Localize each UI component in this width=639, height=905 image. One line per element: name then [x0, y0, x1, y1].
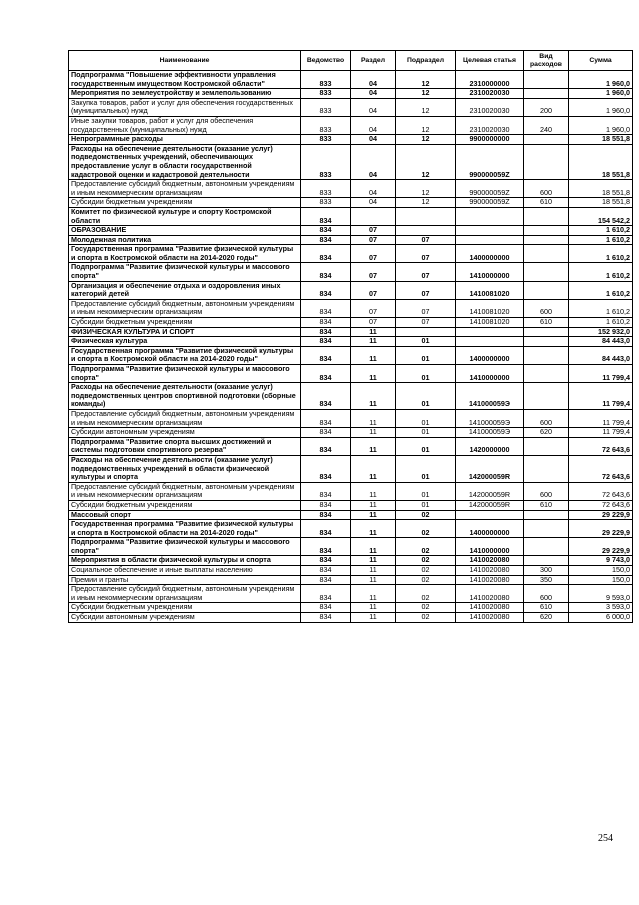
- cell-expense-type: [524, 365, 569, 383]
- cell-name: Государственная программа "Развитие физической культуры и спорта в Костромской области на 2014-2020 годы": [69, 346, 301, 364]
- cell-name: Молодежная политика: [69, 235, 301, 245]
- cell-subsection: 12: [396, 71, 456, 89]
- cell-target-article: 1400000000: [456, 245, 524, 263]
- cell-expense-type: [524, 520, 569, 538]
- cell-department: 833: [301, 135, 351, 145]
- cell-department: 834: [301, 281, 351, 299]
- cell-name: Расходы на обеспечение деятельности (оказание услуг) подведомственных учреждений, обеспечивающих предоставление услуг в области государственной кадастровой оценки и кадастровой деятельности: [69, 144, 301, 179]
- cell-section: 04: [351, 198, 396, 208]
- cell-target-article: [456, 235, 524, 245]
- cell-subsection: 01: [396, 455, 456, 482]
- cell-expense-type: [524, 556, 569, 566]
- cell-target-article: [456, 226, 524, 236]
- cell-amount: 150,0: [569, 575, 633, 585]
- cell-name: Массовый спорт: [69, 510, 301, 520]
- table-row: [69, 409, 633, 427]
- cell-department: 834: [301, 455, 351, 482]
- cell-subsection: [396, 327, 456, 337]
- cell-department: 834: [301, 318, 351, 328]
- cell-department: 834: [301, 613, 351, 623]
- cell-department: 834: [301, 566, 351, 576]
- cell-amount: 150,0: [569, 566, 633, 576]
- cell-section: 04: [351, 98, 396, 116]
- cell-name: Премии и гранты: [69, 575, 301, 585]
- cell-amount: 11 799,4: [569, 409, 633, 427]
- cell-amount: 1 610,2: [569, 235, 633, 245]
- cell-subsection: 07: [396, 263, 456, 281]
- cell-name: Подпрограмма "Повышение эффективности управления государственным имуществом Костромской области": [69, 71, 301, 89]
- cell-department: 834: [301, 383, 351, 410]
- cell-department: 833: [301, 144, 351, 179]
- cell-section: 11: [351, 428, 396, 438]
- page-number: 254: [598, 833, 613, 844]
- table-row: [69, 89, 633, 99]
- cell-subsection: 02: [396, 575, 456, 585]
- cell-expense-type: [524, 89, 569, 99]
- cell-name: Субсидии автономным учреждениям: [69, 613, 301, 623]
- table-row: [69, 281, 633, 299]
- budget-table: [68, 50, 633, 623]
- cell-subsection: 02: [396, 538, 456, 556]
- cell-subsection: [396, 207, 456, 225]
- table-row: [69, 556, 633, 566]
- cell-section: 11: [351, 346, 396, 364]
- cell-name: Государственная программа "Развитие физической культуры и спорта в Костромской области на 2014-2020 годы": [69, 520, 301, 538]
- table-row: [69, 337, 633, 347]
- cell-expense-type: [524, 538, 569, 556]
- cell-expense-type: [524, 144, 569, 179]
- cell-subsection: 02: [396, 520, 456, 538]
- cell-target-article: 1410081020: [456, 318, 524, 328]
- table-row: [69, 455, 633, 482]
- cell-department: 834: [301, 327, 351, 337]
- cell-section: 07: [351, 263, 396, 281]
- table-row: [69, 180, 633, 198]
- table-row: [69, 207, 633, 225]
- cell-expense-type: 600: [524, 180, 569, 198]
- cell-department: 833: [301, 89, 351, 99]
- cell-name: Предоставление субсидий бюджетным, автономным учреждениям и иным некоммерческим организациям: [69, 482, 301, 500]
- cell-target-article: [456, 337, 524, 347]
- cell-target-article: 1410000000: [456, 263, 524, 281]
- cell-department: 834: [301, 263, 351, 281]
- table-row: [69, 346, 633, 364]
- cell-expense-type: 240: [524, 116, 569, 134]
- cell-subsection: 07: [396, 245, 456, 263]
- cell-department: 834: [301, 365, 351, 383]
- cell-amount: 1 960,0: [569, 71, 633, 89]
- cell-amount: 1 960,0: [569, 98, 633, 116]
- cell-amount: 29 229,9: [569, 510, 633, 520]
- cell-subsection: 01: [396, 383, 456, 410]
- cell-target-article: 1400000000: [456, 346, 524, 364]
- cell-target-article: 1410000000: [456, 538, 524, 556]
- header-expense-type: Вид расходов: [524, 51, 569, 71]
- cell-section: 04: [351, 116, 396, 134]
- cell-amount: 1 610,2: [569, 299, 633, 317]
- cell-amount: 18 551,8: [569, 144, 633, 179]
- cell-amount: 1 610,2: [569, 226, 633, 236]
- cell-subsection: 12: [396, 116, 456, 134]
- cell-target-article: 1410081020: [456, 299, 524, 317]
- cell-target-article: 141000059Э: [456, 428, 524, 438]
- cell-department: 834: [301, 346, 351, 364]
- cell-target-article: 1400000000: [456, 520, 524, 538]
- cell-target-article: 1420000000: [456, 437, 524, 455]
- cell-department: 834: [301, 207, 351, 225]
- cell-expense-type: [524, 455, 569, 482]
- cell-department: 834: [301, 603, 351, 613]
- cell-department: 833: [301, 98, 351, 116]
- cell-subsection: 02: [396, 566, 456, 576]
- cell-department: 834: [301, 409, 351, 427]
- cell-expense-type: [524, 437, 569, 455]
- cell-name: Подпрограмма "Развитие физической культуры и массового спорта": [69, 263, 301, 281]
- cell-subsection: 01: [396, 437, 456, 455]
- cell-subsection: 01: [396, 346, 456, 364]
- cell-target-article: 1410020080: [456, 575, 524, 585]
- cell-section: 11: [351, 482, 396, 500]
- cell-department: 834: [301, 500, 351, 510]
- cell-name: Подпрограмма "Развитие физической культуры и массового спорта": [69, 538, 301, 556]
- cell-name: ФИЗИЧЕСКАЯ КУЛЬТУРА И СПОРТ: [69, 327, 301, 337]
- cell-expense-type: 610: [524, 500, 569, 510]
- cell-target-article: [456, 327, 524, 337]
- cell-section: 11: [351, 383, 396, 410]
- header-target-article: Целевая статья: [456, 51, 524, 71]
- cell-section: 11: [351, 585, 396, 603]
- cell-section: 04: [351, 89, 396, 99]
- cell-target-article: 2310020030: [456, 116, 524, 134]
- table-row: [69, 299, 633, 317]
- cell-target-article: 1410081020: [456, 281, 524, 299]
- cell-target-article: 142000059R: [456, 500, 524, 510]
- cell-amount: 18 551,8: [569, 180, 633, 198]
- table-row: [69, 198, 633, 208]
- cell-section: 07: [351, 281, 396, 299]
- header-section: Раздел: [351, 51, 396, 71]
- table-row: [69, 116, 633, 134]
- cell-department: 833: [301, 71, 351, 89]
- cell-name: Предоставление субсидий бюджетным, автономным учреждениям и иным некоммерческим организациям: [69, 180, 301, 198]
- cell-expense-type: [524, 346, 569, 364]
- cell-section: 07: [351, 299, 396, 317]
- cell-section: 11: [351, 510, 396, 520]
- cell-expense-type: [524, 235, 569, 245]
- cell-section: 11: [351, 538, 396, 556]
- cell-section: 11: [351, 500, 396, 510]
- cell-target-article: 990000059Z: [456, 180, 524, 198]
- table-row: [69, 98, 633, 116]
- cell-section: 11: [351, 337, 396, 347]
- cell-amount: 1 960,0: [569, 116, 633, 134]
- table-row: [69, 538, 633, 556]
- table-row: [69, 144, 633, 179]
- cell-expense-type: 610: [524, 198, 569, 208]
- cell-department: 834: [301, 482, 351, 500]
- cell-section: 11: [351, 556, 396, 566]
- cell-section: [351, 207, 396, 225]
- cell-section: 11: [351, 365, 396, 383]
- table-row: [69, 245, 633, 263]
- cell-subsection: 01: [396, 337, 456, 347]
- cell-target-article: 142000059R: [456, 455, 524, 482]
- table-row: [69, 500, 633, 510]
- cell-subsection: 01: [396, 500, 456, 510]
- cell-expense-type: [524, 337, 569, 347]
- cell-expense-type: [524, 245, 569, 263]
- cell-subsection: 12: [396, 144, 456, 179]
- cell-name: Расходы на обеспечение деятельности (оказание услуг) подведомственных центров спортивной подготовки (сборные команды): [69, 383, 301, 410]
- cell-expense-type: [524, 207, 569, 225]
- cell-target-article: 2310000000: [456, 71, 524, 89]
- cell-department: 834: [301, 299, 351, 317]
- table-row: [69, 318, 633, 328]
- cell-amount: 72 643,6: [569, 455, 633, 482]
- table-row: [69, 566, 633, 576]
- cell-department: 833: [301, 198, 351, 208]
- cell-target-article: 990000059Z: [456, 198, 524, 208]
- cell-name: Расходы на обеспечение деятельности (оказание услуг) подведомственных учреждений в области физической культуры и спорта: [69, 455, 301, 482]
- cell-expense-type: 620: [524, 613, 569, 623]
- cell-target-article: 141000059Э: [456, 383, 524, 410]
- cell-target-article: 9900000000: [456, 135, 524, 145]
- cell-section: 04: [351, 144, 396, 179]
- cell-expense-type: [524, 510, 569, 520]
- cell-department: 834: [301, 538, 351, 556]
- cell-amount: 1 960,0: [569, 89, 633, 99]
- cell-section: 11: [351, 455, 396, 482]
- cell-amount: 1 610,2: [569, 318, 633, 328]
- cell-section: 11: [351, 409, 396, 427]
- cell-expense-type: 200: [524, 98, 569, 116]
- cell-target-article: [456, 207, 524, 225]
- cell-name: ОБРАЗОВАНИЕ: [69, 226, 301, 236]
- cell-amount: 11 799,4: [569, 365, 633, 383]
- cell-expense-type: 610: [524, 603, 569, 613]
- cell-amount: 1 610,2: [569, 245, 633, 263]
- cell-amount: 72 643,6: [569, 482, 633, 500]
- cell-amount: 1 610,2: [569, 281, 633, 299]
- header-amount: Сумма: [569, 51, 633, 71]
- cell-subsection: 02: [396, 556, 456, 566]
- cell-expense-type: 600: [524, 409, 569, 427]
- cell-name: Социальное обеспечение и иные выплаты населению: [69, 566, 301, 576]
- cell-subsection: 12: [396, 98, 456, 116]
- cell-amount: 18 551,8: [569, 135, 633, 145]
- table-row: [69, 383, 633, 410]
- cell-amount: 29 229,9: [569, 538, 633, 556]
- cell-section: 07: [351, 318, 396, 328]
- cell-department: 834: [301, 337, 351, 347]
- cell-department: 833: [301, 180, 351, 198]
- cell-name: Физическая культура: [69, 337, 301, 347]
- table-row: [69, 520, 633, 538]
- cell-section: 07: [351, 235, 396, 245]
- cell-name: Иные закупки товаров, работ и услуг для обеспечения государственных (муниципальных) нужд: [69, 116, 301, 134]
- cell-subsection: 02: [396, 613, 456, 623]
- cell-name: Государственная программа "Развитие физической культуры и спорта в Костромской области на 2014-2020 годы": [69, 245, 301, 263]
- cell-amount: 9 593,0: [569, 585, 633, 603]
- cell-department: 834: [301, 245, 351, 263]
- cell-target-article: 1410000000: [456, 365, 524, 383]
- cell-amount: 18 551,8: [569, 198, 633, 208]
- cell-target-article: 990000059Z: [456, 144, 524, 179]
- cell-section: 11: [351, 327, 396, 337]
- header-department: Ведомство: [301, 51, 351, 71]
- cell-section: 11: [351, 566, 396, 576]
- cell-section: 11: [351, 613, 396, 623]
- cell-subsection: 12: [396, 135, 456, 145]
- cell-subsection: 07: [396, 281, 456, 299]
- cell-department: 834: [301, 437, 351, 455]
- cell-expense-type: [524, 226, 569, 236]
- table-row: [69, 510, 633, 520]
- cell-section: 11: [351, 520, 396, 538]
- cell-department: 834: [301, 510, 351, 520]
- cell-name: Предоставление субсидий бюджетным, автономным учреждениям и иным некоммерческим организациям: [69, 585, 301, 603]
- cell-expense-type: [524, 71, 569, 89]
- table-row: [69, 575, 633, 585]
- table-row: [69, 603, 633, 613]
- cell-target-article: 2310020030: [456, 98, 524, 116]
- cell-expense-type: [524, 383, 569, 410]
- table-row: [69, 428, 633, 438]
- cell-amount: 84 443,0: [569, 346, 633, 364]
- cell-section: 07: [351, 226, 396, 236]
- header-name: Наименование: [69, 51, 301, 71]
- table-row: [69, 71, 633, 89]
- cell-expense-type: 620: [524, 428, 569, 438]
- cell-subsection: 02: [396, 585, 456, 603]
- cell-name: Субсидии бюджетным учреждениям: [69, 603, 301, 613]
- cell-name: Закупка товаров, работ и услуг для обеспечения государственных (муниципальных) нужд: [69, 98, 301, 116]
- cell-name: Подпрограмма "Развитие физической культуры и массового спорта": [69, 365, 301, 383]
- cell-name: Предоставление субсидий бюджетным, автономным учреждениям и иным некоммерческим организациям: [69, 299, 301, 317]
- cell-target-article: 1410020080: [456, 603, 524, 613]
- table-row: [69, 226, 633, 236]
- cell-subsection: 01: [396, 428, 456, 438]
- table-row: [69, 135, 633, 145]
- cell-name: Субсидии бюджетным учреждениям: [69, 318, 301, 328]
- cell-name: Мероприятия в области физической культуры и спорта: [69, 556, 301, 566]
- cell-expense-type: [524, 327, 569, 337]
- cell-subsection: 12: [396, 180, 456, 198]
- cell-amount: 72 643,6: [569, 437, 633, 455]
- cell-target-article: [456, 510, 524, 520]
- cell-name: Субсидии автономным учреждениям: [69, 428, 301, 438]
- cell-subsection: [396, 226, 456, 236]
- cell-name: Комитет по физической культуре и спорту Костромской области: [69, 207, 301, 225]
- cell-name: Непрограммные расходы: [69, 135, 301, 145]
- cell-subsection: 01: [396, 409, 456, 427]
- cell-section: 04: [351, 135, 396, 145]
- cell-target-article: 1410020080: [456, 585, 524, 603]
- cell-amount: 6 000,0: [569, 613, 633, 623]
- cell-subsection: 12: [396, 198, 456, 208]
- header-row: [69, 51, 633, 71]
- cell-subsection: 12: [396, 89, 456, 99]
- cell-amount: 154 542,2: [569, 207, 633, 225]
- cell-target-article: 1410020080: [456, 566, 524, 576]
- cell-expense-type: 350: [524, 575, 569, 585]
- cell-section: 11: [351, 603, 396, 613]
- header-subsection: Подраздел: [396, 51, 456, 71]
- cell-name: Организация и обеспечение отдыха и оздоровления иных категорий детей: [69, 281, 301, 299]
- cell-department: 834: [301, 226, 351, 236]
- cell-section: 04: [351, 71, 396, 89]
- cell-amount: 1 610,2: [569, 263, 633, 281]
- cell-expense-type: 600: [524, 585, 569, 603]
- cell-subsection: 01: [396, 482, 456, 500]
- table-body: [69, 71, 633, 623]
- cell-section: 11: [351, 575, 396, 585]
- cell-section: 07: [351, 245, 396, 263]
- cell-target-article: 142000059R: [456, 482, 524, 500]
- cell-target-article: 141000059Э: [456, 409, 524, 427]
- table-row: [69, 263, 633, 281]
- cell-subsection: 02: [396, 603, 456, 613]
- cell-expense-type: 600: [524, 482, 569, 500]
- cell-expense-type: 300: [524, 566, 569, 576]
- table-row: [69, 482, 633, 500]
- cell-amount: 29 229,9: [569, 520, 633, 538]
- cell-expense-type: [524, 263, 569, 281]
- cell-name: Подпрограмма "Развитие спорта высших достижений и системы подготовки спортивного резерва": [69, 437, 301, 455]
- cell-amount: 72 643,6: [569, 500, 633, 510]
- cell-amount: 3 593,0: [569, 603, 633, 613]
- table-row: [69, 235, 633, 245]
- cell-expense-type: 610: [524, 318, 569, 328]
- cell-expense-type: [524, 281, 569, 299]
- cell-department: 834: [301, 428, 351, 438]
- cell-subsection: 07: [396, 299, 456, 317]
- table-row: [69, 365, 633, 383]
- cell-department: 834: [301, 556, 351, 566]
- table-row: [69, 613, 633, 623]
- cell-name: Субсидии бюджетным учреждениям: [69, 198, 301, 208]
- cell-subsection: 07: [396, 318, 456, 328]
- cell-amount: 152 932,0: [569, 327, 633, 337]
- cell-section: 11: [351, 437, 396, 455]
- cell-amount: 11 799,4: [569, 428, 633, 438]
- cell-department: 834: [301, 575, 351, 585]
- cell-name: Предоставление субсидий бюджетным, автономным учреждениям и иным некоммерческим организациям: [69, 409, 301, 427]
- cell-section: 04: [351, 180, 396, 198]
- cell-department: 834: [301, 235, 351, 245]
- cell-expense-type: [524, 135, 569, 145]
- cell-department: 833: [301, 116, 351, 134]
- cell-department: 834: [301, 585, 351, 603]
- cell-name: Субсидии бюджетным учреждениям: [69, 500, 301, 510]
- table-row: [69, 585, 633, 603]
- cell-amount: 9 743,0: [569, 556, 633, 566]
- cell-subsection: 01: [396, 365, 456, 383]
- table-row: [69, 327, 633, 337]
- cell-subsection: 02: [396, 510, 456, 520]
- cell-name: Мероприятия по землеустройству и землепользованию: [69, 89, 301, 99]
- cell-subsection: 07: [396, 235, 456, 245]
- cell-target-article: 2310020030: [456, 89, 524, 99]
- cell-target-article: 1410020080: [456, 556, 524, 566]
- cell-department: 834: [301, 520, 351, 538]
- cell-amount: 84 443,0: [569, 337, 633, 347]
- cell-amount: 11 799,4: [569, 383, 633, 410]
- table-row: [69, 437, 633, 455]
- cell-expense-type: 600: [524, 299, 569, 317]
- cell-target-article: 1410020080: [456, 613, 524, 623]
